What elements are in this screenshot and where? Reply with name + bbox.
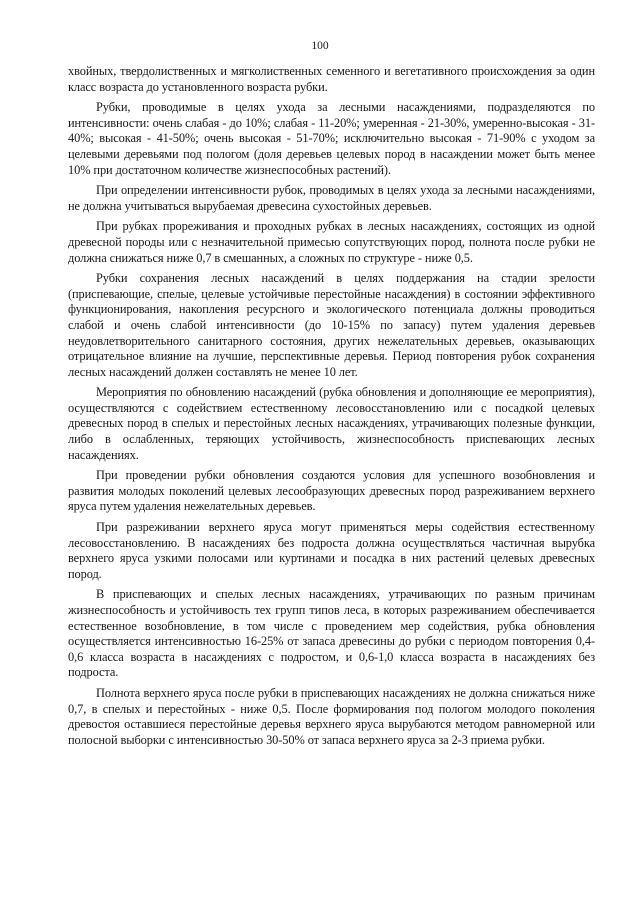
paragraph-conservation-cuts: Рубки сохранения лесных насаждений в целях поддержания на стадии зрелости (приспевающие, спелые, целевые устойчивые перестойные насаждения) в состоянии эффективного функционирования, накопления ресурсного и экологического потенциала должны проводиться слабой и очень слабой интенсивности (до 10-15% по запасу) путем удаления деревьев неудовлетворительного санитарного состояния, других нежелательных деревьев, оказывающих отрицательное влияние на лучшие, перспективные деревья. Период повторения рубок сохранения лесных насаждений должен составлять не менее 10 лет. bbox=[68, 271, 595, 379]
paragraph-renewal-measures: Мероприятия по обновлению насаждений (рубка обновления и дополняющие ее мероприятия), осуществляются с содействием естественному лесовосстановлению или с посадкой целевых древесных пород в спелых и перестойных лесных насаждениях, утрачивающих полезные функции, либо в ослабленных, теряющих устойчивость, жизнеспособность приспевающих лесных насаждениях. bbox=[68, 385, 595, 462]
paragraph-maturing-stands: В приспевающих и спелых лесных насаждениях, утрачивающих по разным причинам жизнеспособность и устойчивость тех групп типов леса, в которых разреживанием обеспечивается естественное возобновление, в том числе с проведением мер содействия, рубка обновления осуществляется интенсивностью 16-25% от запаса древесины до рубки с периодом повторения 0,4-0,6 класса возраста в насаждениях с подростом, и 0,6-1,0 класса возраста в насаждениях без подроста. bbox=[68, 587, 595, 680]
paragraph-intensity-levels: Рубки, проводимые в целях ухода за лесными насаждениями, подразделяются по интенсивности: очень слабая - до 10%; слабая - 11-20%; умеренная - 21-30%, умеренно-высокая - 31-40%; высокая - 41-50%; очень высокая - 51-70%; исключительно высокая - 71-90% с уходом за целевыми деревьями под пологом (доля деревьев целевых пород в насаждении может быть менее 10% при достаточном количестве жизнеспособных растений). bbox=[68, 100, 595, 177]
paragraph-deadwood-exclusion: При определении интенсивности рубок, проводимых в целях ухода за лесными насаждениями, не должна учитываться вырубаемая древесина сухостойных деревьев. bbox=[68, 183, 595, 213]
page-number: 100 bbox=[311, 40, 329, 52]
paragraph-thinning-density: При рубках прореживания и проходных рубках в лесных насаждениях, состоящих из одной древесной породы или с незначительной примесью сопутствующих пород, полнота после рубки не должна снижаться ниже 0,7 в смешанных, а сложных по структуре - ниже 0,5. bbox=[68, 219, 595, 265]
paragraph-upper-layer-thinning: При разреживании верхнего яруса могут применяться меры содействия естественному лесовосстановлению. В насаждениях без подроста должна осуществляться частичная вырубка верхнего яруса узкими полосами или куртинами и посадка в них растений целевых древесных пород. bbox=[68, 520, 595, 581]
paragraph-upper-layer-density: Полнота верхнего яруса после рубки в приспевающих насаждениях не должна снижаться ниже 0,7, в спелых и перестойных - ниже 0,5. После формирования под пологом молодого поколения древостоя оставшиеся перестойные деревья верхнего яруса вырубаются методом равномерной или полосной выборки с интенсивностью 30-50% от запаса верхнего яруса за 2-3 приема рубки. bbox=[68, 685, 595, 747]
paragraph-continuation: хвойных, твердолиственных и мягколиственных семенного и вегетативного происхождения за один класс возраста до установленного возраста рубки. bbox=[68, 64, 595, 94]
paragraph-renewal-conditions: При проведении рубки обновления создаются условия для успешного возобновления и развития молодых поколений целевых лесообразующих древесных пород разреживанием верхнего яруса путем удаления нежелательных деревьев. bbox=[68, 468, 595, 514]
document-body bbox=[68, 64, 595, 753]
